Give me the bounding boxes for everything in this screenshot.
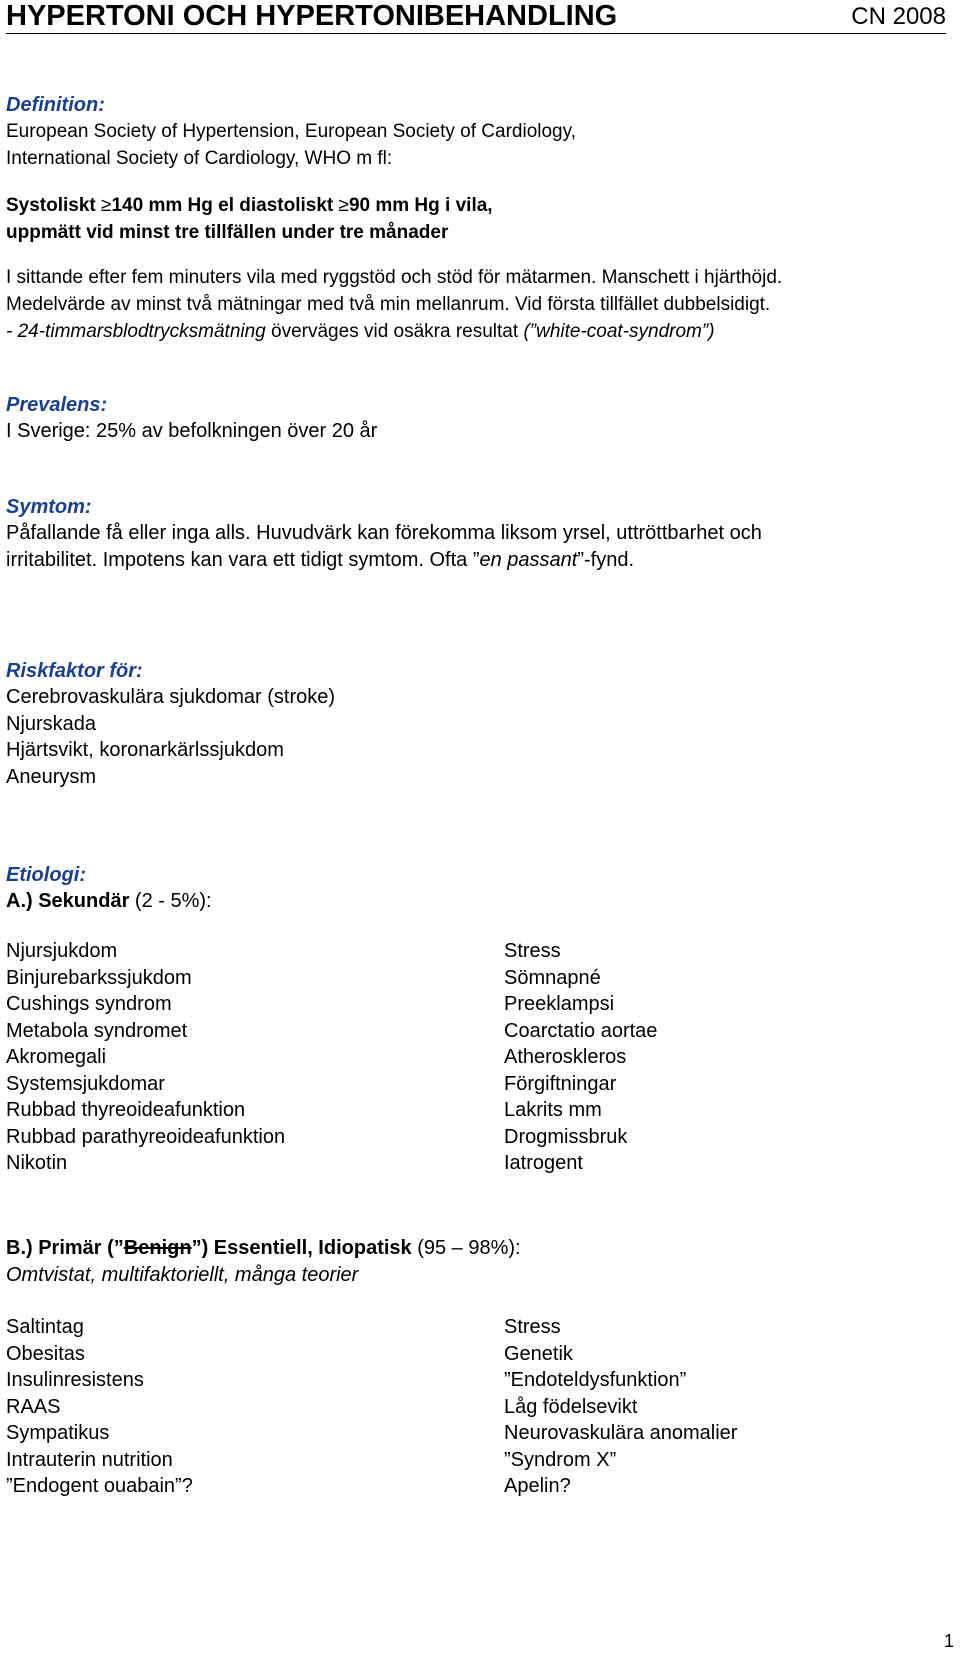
primar-label: ”) Essentiell, Idiopatisk (191, 1237, 412, 1259)
list-item: Lakrits mm (504, 1099, 602, 1121)
sekundar-heading (6, 888, 946, 915)
list-item: Neurovaskulära anomalier (504, 1422, 738, 1444)
list-item: Förgiftningar (504, 1072, 617, 1095)
symtom-line (6, 547, 946, 574)
definition-line: International Society of Cardiology, WHO m fl: (6, 148, 393, 169)
list-item: ”Endoteldysfunktion” (504, 1369, 687, 1391)
note-line: I sittande efter fem minuters vila med ryggstöd och stöd för mätarmen. Manschett i hjärthöjd. (6, 267, 783, 288)
sekundar-label: A.) Sekundär (6, 890, 130, 912)
symtom-section (6, 494, 946, 573)
benign-struck: Benign (123, 1237, 192, 1259)
symtom-text: ”-fynd. (577, 548, 635, 571)
abpm-term: - 24-timmarsblodtrycksmätning (6, 321, 266, 342)
list-item: Njursjukdom (6, 940, 118, 962)
list-item: Genetik (504, 1342, 573, 1365)
prevalens-heading: Prevalens: (6, 394, 108, 416)
list-item: Stress (504, 940, 561, 962)
abpm-text: överväges vid osäkra resultat (265, 321, 524, 342)
page-header (6, 0, 946, 34)
list-item: Systemsjukdomar (6, 1072, 165, 1095)
primar-subtitle: Omtvistat, multifaktoriellt, många teorier (6, 1263, 359, 1286)
criteria-block (6, 192, 946, 246)
sekundar-percent: (2 - 5%): (129, 890, 212, 912)
list-item: Insulinresistens (6, 1369, 144, 1391)
criteria-text: 140 mm Hg el diastoliskt (111, 195, 339, 216)
en-passant-term: en passant (479, 548, 578, 571)
definition-line: European Society of Hypertension, European Society of Cardiology, (6, 121, 576, 142)
list-item: Cushings syndrom (6, 993, 172, 1015)
primar-causes-left (6, 1314, 193, 1500)
etiologi-heading: Etiologi: (6, 864, 86, 886)
list-item: Hjärtsvikt, koronarkärlssjukdom (6, 739, 284, 761)
riskfaktor-section (6, 658, 946, 790)
sekundar-causes-right (504, 938, 657, 1177)
list-item: Intrauterin nutrition (6, 1448, 173, 1471)
page-number: 1 (943, 1631, 954, 1651)
prevalens-section (6, 392, 946, 445)
note-line: Medelvärde av minst två mätningar med två min mellanrum. Vid första tillfället dubbelsidigt. (6, 294, 771, 315)
symtom-text: irritabilitet. Impotens kan vara ett tidigt symtom. Ofta ” (6, 548, 480, 571)
list-item: Preeklampsi (504, 993, 615, 1015)
list-item: Njurskada (6, 712, 97, 735)
measurement-notes (6, 264, 946, 345)
list-item: Nikotin (6, 1152, 68, 1174)
abpm-line (6, 318, 946, 345)
definition-section (6, 92, 946, 172)
list-item: Coarctatio aortae (504, 1019, 658, 1042)
criteria-text: Systoliskt (6, 195, 102, 216)
ge-symbol: ≥ (338, 195, 349, 216)
list-item: Sympatikus (6, 1422, 110, 1444)
etiologi-section (6, 862, 946, 915)
list-item: Saltintag (6, 1316, 84, 1338)
list-item: Drogmissbruk (504, 1125, 628, 1148)
list-item: Låg födelsevikt (504, 1395, 638, 1418)
definition-heading: Definition: (6, 94, 105, 116)
white-coat-term: (”white-coat-syndrom”) (523, 321, 715, 342)
symtom-heading: Symtom: (6, 496, 92, 518)
list-item: Atheroskleros (504, 1046, 627, 1068)
prevalens-text: I Sverige: 25% av befolkningen över 20 år (6, 420, 378, 442)
list-item: Metabola syndromet (6, 1019, 188, 1042)
document-title: HYPERTONI OCH HYPERTONIBEHANDLING (6, 0, 618, 32)
list-item: Cerebrovaskulära sjukdomar (stroke) (6, 686, 336, 708)
primar-percent: (95 – 98%): (411, 1237, 521, 1259)
list-item: Rubbad parathyreoideafunktion (6, 1125, 286, 1148)
riskfaktor-heading: Riskfaktor för: (6, 660, 143, 682)
criteria-text: 90 mm Hg i vila, (348, 195, 493, 216)
list-item: Binjurebarkssjukdom (6, 966, 192, 989)
list-item: Obesitas (6, 1342, 85, 1365)
list-item: Aneurysm (6, 765, 97, 788)
primar-causes-right (504, 1314, 737, 1500)
primar-label: B.) Primär (” (6, 1237, 124, 1259)
list-item: RAAS (6, 1395, 61, 1418)
sekundar-causes-left (6, 938, 285, 1177)
criteria-line-2: uppmätt vid minst tre tillfällen under tre månader (6, 222, 449, 243)
list-item: Iatrogent (504, 1152, 583, 1174)
list-item: Stress (504, 1316, 561, 1338)
list-item: ”Syndrom X” (504, 1448, 617, 1471)
list-item: ”Endogent ouabain”? (6, 1475, 193, 1497)
primar-heading (6, 1235, 946, 1262)
primar-heading-block (6, 1235, 946, 1288)
list-item: Akromegali (6, 1046, 107, 1068)
symtom-line: Påfallande få eller inga alls. Huvudvärk kan förekomma liksom yrsel, uttröttbarhet och (6, 522, 762, 544)
list-item: Apelin? (504, 1475, 571, 1497)
list-item: Rubbad thyreoideafunktion (6, 1099, 246, 1121)
list-item: Sömnapné (504, 966, 601, 989)
ge-symbol: ≥ (101, 195, 112, 216)
document-code: CN 2008 (851, 3, 946, 30)
criteria-line (6, 192, 946, 219)
